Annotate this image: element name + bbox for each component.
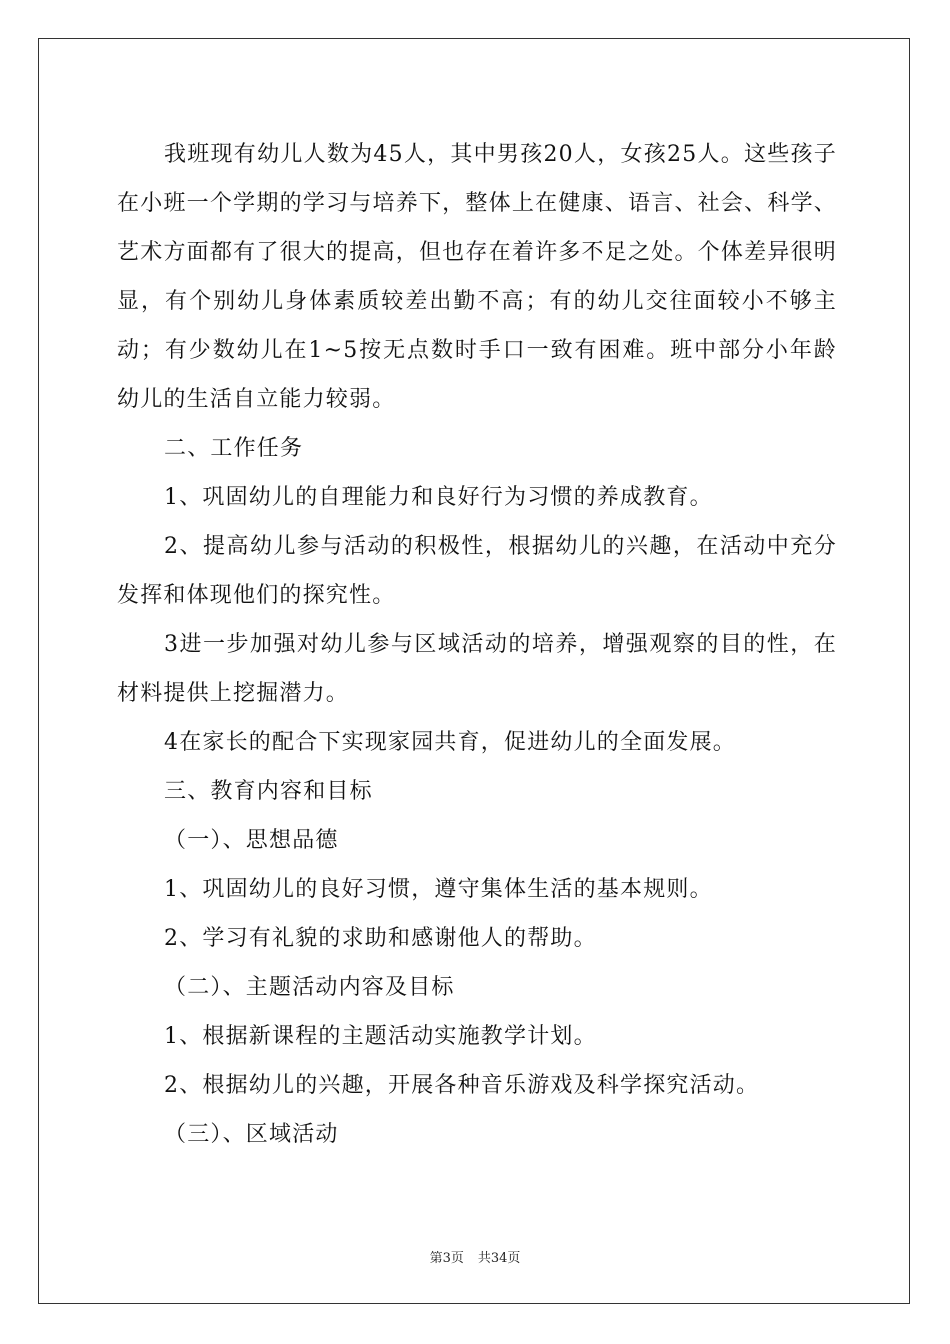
moral-item-1: 1、巩固幼儿的良好习惯，遵守集体生活的基本规则。 [164, 877, 713, 902]
subheading-theme-activities: （二）、主题活动内容及目标 [164, 975, 455, 1000]
moral-item-2: 2、学习有礼貌的求助和感谢他人的帮助。 [164, 926, 597, 951]
task-item-3: 3进一步加强对幼儿参与区域活动的培养，增强观察的目的性，在材料提供上挖掘潜力。 [117, 632, 837, 706]
page-total: 共34页 [477, 1251, 521, 1266]
theme-item-2: 2、根据幼儿的兴趣，开展各种音乐游戏及科学探究活动。 [164, 1073, 760, 1098]
page-footer [0, 1247, 950, 1266]
subheading-area-activities: （三）、区域活动 [164, 1122, 339, 1147]
task-item-1: 1、巩固幼儿的自理能力和良好行为习惯的养成教育。 [164, 485, 713, 510]
subheading-moral: （一）、思想品德 [164, 828, 339, 853]
paragraph-class-overview: 我班现有幼儿人数为45人，其中男孩20人，女孩25人。这些孩子在小班一个学期的学习与培养下，整体上在健康、语言、社会、科学、艺术方面都有了很大的提高，但也存在着许多不足之处。个体差异很明显，有个别幼儿身体素质较差出勤不高；有的幼儿交往面较小不够主动；有少数幼儿在1~5按无点数时手口一致有困难。班中部分小年龄幼儿的生活自立能力较弱。 [117, 142, 837, 412]
document-body [117, 130, 837, 1159]
theme-item-1: 1、根据新课程的主题活动实施教学计划。 [164, 1024, 597, 1049]
task-item-4: 4在家长的配合下实现家园共育，促进幼儿的全面发展。 [164, 730, 736, 755]
heading-work-tasks: 二、工作任务 [164, 436, 304, 461]
page-number: 第3页 [429, 1251, 464, 1266]
task-item-2: 2、提高幼儿参与活动的积极性，根据幼儿的兴趣，在活动中充分发挥和体现他们的探究性。 [117, 534, 837, 608]
heading-education-content: 三、教育内容和目标 [164, 779, 373, 804]
